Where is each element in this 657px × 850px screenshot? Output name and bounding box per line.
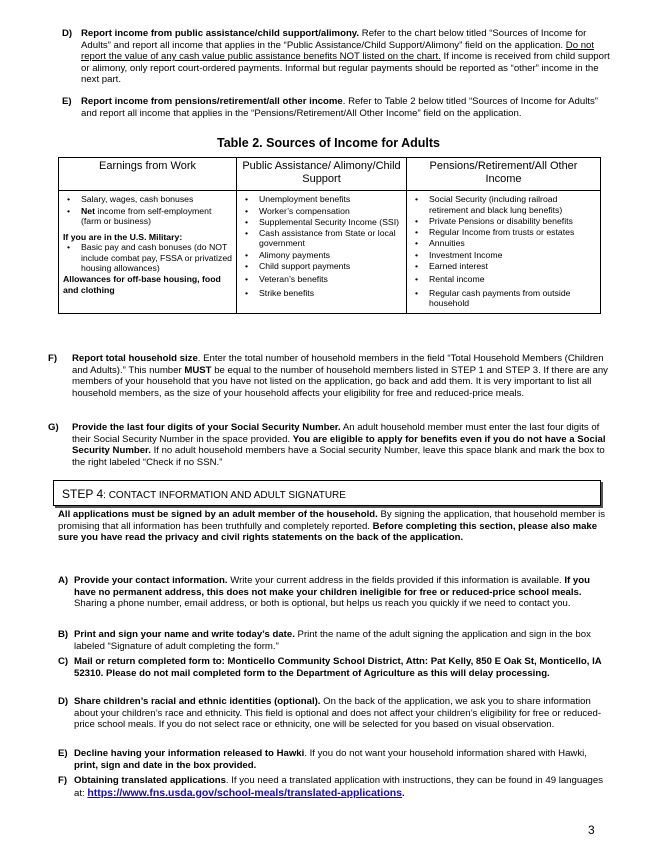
- column-header-public-assistance: Public Assistance/ Alimony/Child Support: [237, 158, 407, 191]
- list-item: • Regular cash payments from outside household: [411, 288, 596, 309]
- list-item: • Strike benefits: [241, 288, 402, 298]
- list-item: • Child support payments: [241, 261, 402, 271]
- item-text: If income is received from child support or alimony, only report court-ordered payments. Informal but regular payments should be reported as “other” income in the next part.: [81, 51, 610, 85]
- allowances-text: Allowances for off-base housing, food and clothing: [63, 274, 221, 295]
- item-letter: E): [58, 748, 68, 759]
- item-text: be equal to the number of household members listed in STEP 1 and STEP 3. If there are any members of your household that you have not listed on the application, go back and add them. It is very important to list all household members, as the size of your household affects your eligibility for free and reduced-price meals.: [72, 364, 608, 399]
- page-number: 3: [588, 823, 595, 837]
- step4-label: STEP 4: [62, 487, 104, 501]
- income-sources-table: [58, 157, 601, 314]
- step4-item-e: [58, 748, 606, 771]
- item-heading: Provide your contact information.: [74, 575, 228, 586]
- item-heading: Report income from public assistance/child support/alimony.: [81, 28, 360, 39]
- step4-item-b: [58, 629, 606, 652]
- list-item: • Investment Income: [411, 250, 596, 260]
- list-item: • Regular Income from trusts or estates: [411, 227, 596, 237]
- intro-bold: Before completing this section, please also make sure you have read the privacy and civil rights statements on the back of the application.: [58, 520, 598, 543]
- instruction-item-g: [48, 422, 608, 468]
- item-bold-text: If you have no permanent address, this does not make your children ineligible for free or reduced-price school meals.: [74, 575, 590, 598]
- step4-title: : CONTACT INFORMATION AND ADULT SIGNATURE: [103, 490, 346, 501]
- item-heading: Print and sign your name and write today’s date.: [74, 629, 295, 640]
- step4-item-c: [58, 656, 606, 679]
- step4-header: [53, 480, 601, 506]
- translated-applications-link[interactable]: https://www.fns.usda.gov/school-meals/translated-applications: [87, 786, 403, 799]
- item-heading: Share children’s racial and ethnic identities (optional).: [74, 696, 321, 707]
- item-text: . If you do not want your household information shared with Hawki,: [304, 748, 587, 759]
- item-letter: B): [58, 629, 69, 640]
- item-text: Print the name of the adult signing the application and sign in the box labeled “Signature of adult completing the form.”: [74, 629, 591, 652]
- list-item: • Worker’s compensation: [241, 206, 402, 216]
- public-assistance-cell: [237, 191, 407, 314]
- item-letter: F): [48, 353, 58, 364]
- item-bold-text: print, sign and date in the box provided.: [74, 759, 257, 771]
- instruction-item-f: [48, 353, 608, 399]
- list-item: • Veteran’s benefits: [241, 274, 402, 284]
- list-item: • Alimony payments: [241, 250, 402, 260]
- must-text: MUST: [184, 364, 212, 376]
- list-item: • Rental income: [411, 274, 596, 284]
- item-underlined-text: Do not report the value of any cash value public assistance benefits NOT listed on the chart.: [81, 39, 595, 62]
- item-heading: Provide the last four digits of your Social Security Number.: [72, 422, 341, 433]
- item-heading: Report income from pensions/retirement/all other income: [81, 96, 343, 107]
- item-letter: F): [58, 775, 68, 786]
- list-item: • Unemployment benefits: [241, 194, 402, 204]
- table-title: Table 2. Sources of Income for Adults: [217, 136, 440, 150]
- item-bold-text: You are eligible to apply for benefits even if you do not have a Social Security Number.: [72, 433, 606, 456]
- intro-bold: All applications must be signed by an adult member of the household.: [58, 509, 378, 520]
- intro-text: By signing the application, that household member is promising that all information has been truthfully and completely reported.: [58, 509, 606, 532]
- link-trailing-period: .: [402, 787, 405, 799]
- signature-intro: [58, 509, 606, 544]
- list-item: • Basic pay and cash bonuses (do NOT include combat pay, FSSA or privatized housing allowances): [63, 242, 232, 273]
- list-item: • Social Security (including railroad retirement and black lung benefits): [411, 194, 596, 215]
- list-item: • Cash assistance from State or local government: [241, 228, 402, 249]
- instruction-item-e: [62, 96, 610, 119]
- item-heading: Decline having your information released to Hawki: [74, 748, 305, 759]
- net-text: income from self-employment (farm or business): [81, 205, 212, 226]
- item-letter: D): [62, 28, 73, 39]
- list-item: • Earned interest: [411, 261, 596, 271]
- earnings-cell: [59, 191, 237, 314]
- military-heading: If you are in the U.S. Military:: [63, 232, 183, 243]
- list-item: • Annuities: [411, 238, 596, 248]
- column-header-pensions: Pensions/Retirement/All Other Income: [407, 158, 601, 191]
- item-text: Sharing a phone number, email address, or both is optional, but helps us reach you quickly if we need to contact you.: [74, 598, 571, 609]
- item-letter: E): [62, 96, 72, 107]
- item-text: . Enter the total number of household members in the field “Total Household Members (Children and Adults).” This number: [72, 353, 604, 376]
- list-item: • Salary, wages, cash bonuses: [63, 194, 232, 204]
- item-letter: A): [58, 575, 69, 586]
- net-label: Net: [81, 205, 95, 216]
- item-text: . If you need a translated application with instructions, they can be found in 49 languages at:: [74, 775, 603, 799]
- pensions-cell: [407, 191, 601, 314]
- item-text: On the back of the application, we ask you to share information about your children’s race and ethnicity. This field is optional and does not affect your children’s eligibility for free or reduced-price school meals. If you do not select race or ethnicity, one will be selected for you based on visual observation.: [74, 696, 602, 730]
- item-text: An adult household member must enter the last four digits of their Social Security Number in the space provided.: [72, 422, 600, 445]
- item-text: Write your current address in the fields provided if this information is available.: [227, 575, 565, 586]
- item-text: If no adult household members have a Social security Number, leave this space blank and mark the box to the right labeled “Check if no SSN.”: [72, 445, 605, 468]
- step4-item-a: [58, 575, 606, 610]
- step4-item-f: [58, 775, 606, 799]
- item-letter: C): [58, 656, 69, 667]
- mailing-address-text: Mail or return completed form to: Monticello Community School District, Attn: Pat Kelly, 850 E Oak St, Monticello, IA 52310. Please do not mail completed form to the Department of Agriculture as this will delay processing.: [74, 656, 602, 679]
- item-text: Refer to the chart below titled “Sources of Income for Adults” and report all income that applies in the “Public Assistance/Child Support/Alimony” field on the application.: [81, 28, 587, 51]
- step4-item-d: [58, 696, 606, 731]
- item-letter: D): [58, 696, 69, 707]
- instruction-item-d: [62, 28, 610, 86]
- list-item: • Supplemental Security Income (SSI): [241, 217, 402, 227]
- list-item: [63, 206, 232, 227]
- item-text: . Refer to Table 2 below titled “Sources of Income for Adults” and report all income that applies in the “Pensions/Retirement/All Other Income” field on the application.: [81, 96, 598, 119]
- item-letter: G): [48, 422, 59, 433]
- column-header-earnings: Earnings from Work: [59, 158, 237, 191]
- item-heading: Report total household size: [72, 353, 198, 364]
- item-heading: Obtaining translated applications: [74, 775, 226, 786]
- list-item: • Private Pensions or disability benefits: [411, 216, 596, 226]
